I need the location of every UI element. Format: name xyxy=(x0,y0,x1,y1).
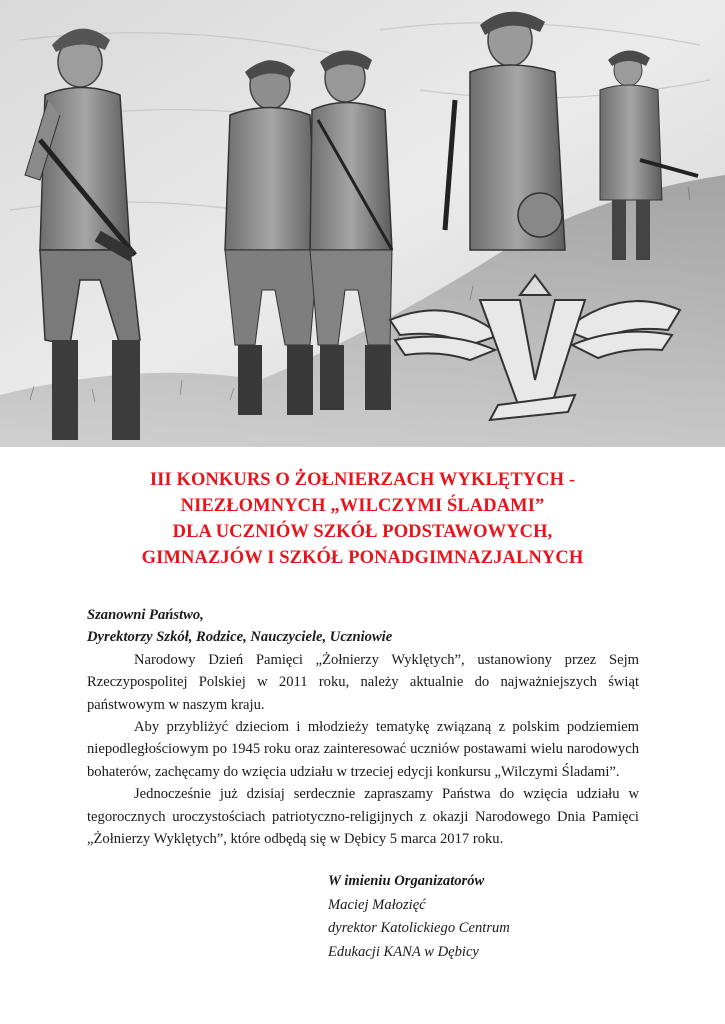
signature-lead: W imieniu Organizatorów xyxy=(328,873,485,889)
contest-title xyxy=(0,467,725,571)
addressees: Dyrektorzy Szkół, Rodzice, Nauczyciele, Uczniowie xyxy=(87,629,393,646)
header-drawing xyxy=(0,0,725,447)
paragraph-3: Jednocześnie już dzisiaj serdecznie zapraszamy Państwa do wzięcia udziału w tegorocznych uroczystościach patriotyczno-religijnych z okazji Narodowego Dnia Pamięci „Żołnierzy Wyklętych”, które odbędą się w Dębicy 5 marca 2017 roku. xyxy=(87,786,639,848)
greeting: Szanowni Państwo, xyxy=(87,607,204,623)
signature-role: dyrektor Katolickiego Centrum xyxy=(328,920,510,936)
paragraph-2: Aby przybliżyć dzieciom i młodzieży tematykę związaną z polskim podziemiem niepodległościowym po 1945 roku oraz zainteresować uczniów postawami wielu narodowych bohaterów, zachęcamy do wzięcia udziału w trzeciej edycji konkursu „Wilczymi Śladami”. xyxy=(87,719,639,780)
letter-body xyxy=(87,604,639,850)
title-line-4: GIMNAZJÓW I SZKÓŁ PONADGIMNAZJALNYCH xyxy=(141,548,584,568)
soldiers-drawing-icon xyxy=(0,0,725,447)
paragraph-1: Narodowy Dzień Pamięci „Żołnierzy Wyklętych”, ustanowiony przez Sejm Rzeczypospolitej Polskiej w 2011 roku, należy aktualnie do najważniejszych świąt państwowym w naszym kraju. xyxy=(87,651,639,713)
signature-block xyxy=(328,870,510,964)
title-line-2: NIEZŁOMNYCH „WILCZYMI ŚLADAMI” xyxy=(180,496,545,516)
title-line-3: DLA UCZNIÓW SZKÓŁ PODSTAWOWYCH, xyxy=(172,522,553,542)
title-line-1: III KONKURS O ŻOŁNIERZACH WYKLĘTYCH - xyxy=(149,470,576,490)
signature-institution: Edukacji KANA w Dębicy xyxy=(328,943,479,960)
signature-name: Maciej Małozięć xyxy=(328,896,426,913)
